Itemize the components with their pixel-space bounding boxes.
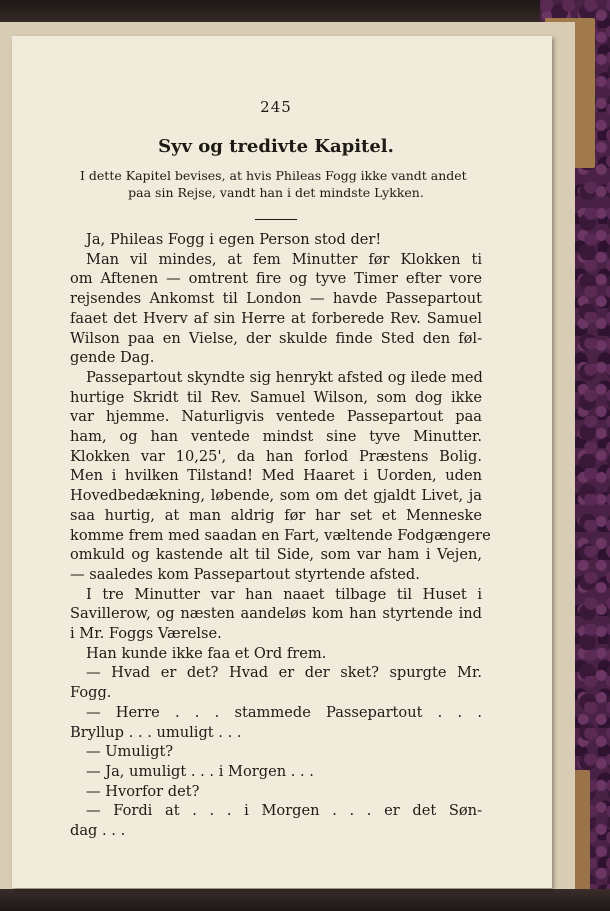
summary-line: I dette Kapitel bevises, at hvis Phileas Fogg ikke vandt andet: [80, 168, 467, 183]
text-line: Passepartout skyndte sig henrykt afsted og ilede med: [86, 368, 483, 386]
text-line: i Mr. Foggs Værelse.: [70, 625, 222, 643]
text-line: Klokken var 10,25', da han forlod Præstens Bolig.: [70, 447, 482, 465]
text-line: — Hvorfor det?: [86, 782, 200, 800]
background-bottom: [0, 889, 610, 911]
text-line: Man vil mindes, at fem Minutter før Klokken ti: [86, 250, 482, 268]
text-line: I tre Minutter var han naaet tilbage til Huset i: [86, 585, 482, 603]
text-line: rejsendes Ankomst til London — havde Passepartout: [70, 290, 482, 308]
text-line: Han kunde ikke faa et Ord frem.: [86, 644, 327, 662]
text-line: — Umuligt?: [86, 743, 174, 761]
text-line: ham, og han ventede mindst sine tyve Minutter.: [70, 428, 482, 446]
text-line: Men i hvilken Tilstand! Med Haaret i Uorden, uden: [70, 467, 482, 485]
text-line: komme frem med saadan en Fart, væltende Fodgængere: [70, 526, 491, 544]
section-divider: [255, 219, 297, 220]
text-line: Ja, Phileas Fogg i egen Person stod der!: [86, 231, 382, 248]
text-line: var hjemme. Naturligvis ventede Passepartout paa: [70, 408, 482, 426]
text-line: — Herre . . . stammede Passepartout . . .: [86, 703, 482, 721]
text-line: — saaledes kom Passepartout styrtende afsted.: [70, 565, 420, 583]
text-line: hurtige Skridt til Rev. Samuel Wilson, som dog ikke: [70, 388, 482, 406]
text-line: — Hvad er det? Hvad er der sket? spurgte Mr.: [86, 664, 482, 682]
text-line: faaet det Hverv af sin Herre at forberede Rev. Samuel: [70, 309, 482, 327]
page-content: [70, 98, 491, 841]
text-line: — Ja, umuligt . . . i Morgen . . .: [86, 762, 314, 780]
summary-line: paa sin Rejse, vandt han i det mindste Lykken.: [128, 185, 424, 200]
page-number: 245: [260, 98, 292, 116]
text-line: om Aftenen — omtrent fire og tyve Timer efter vore: [70, 270, 482, 288]
text-line: Fogg.: [70, 684, 112, 702]
text-line: dag . . .: [70, 822, 126, 840]
text-line: saa hurtig, at man aldrig før har set et Menneske: [70, 506, 482, 524]
text-line: Hovedbedækning, løbende, som om det gjaldt Livet, ja: [70, 487, 482, 505]
chapter-summary: [80, 167, 472, 201]
text-line: Savillerow, og næsten aandeløs kom han styrtende ind: [70, 605, 482, 623]
chapter-title: Syv og tredivte Kapitel.: [158, 136, 394, 157]
text-line: gende Dag.: [70, 349, 155, 367]
body-text: [70, 230, 491, 841]
text-line: — Fordi at . . . i Morgen . . . er det Søn-: [86, 802, 482, 820]
text-line: Bryllup . . . umuligt . . .: [70, 723, 242, 741]
book-page: [12, 36, 552, 888]
text-line: Wilson paa en Vielse, der skulde finde Sted den føl-: [70, 329, 482, 347]
text-line: omkuld og kastende alt til Side, som var ham i Vejen,: [70, 546, 482, 564]
